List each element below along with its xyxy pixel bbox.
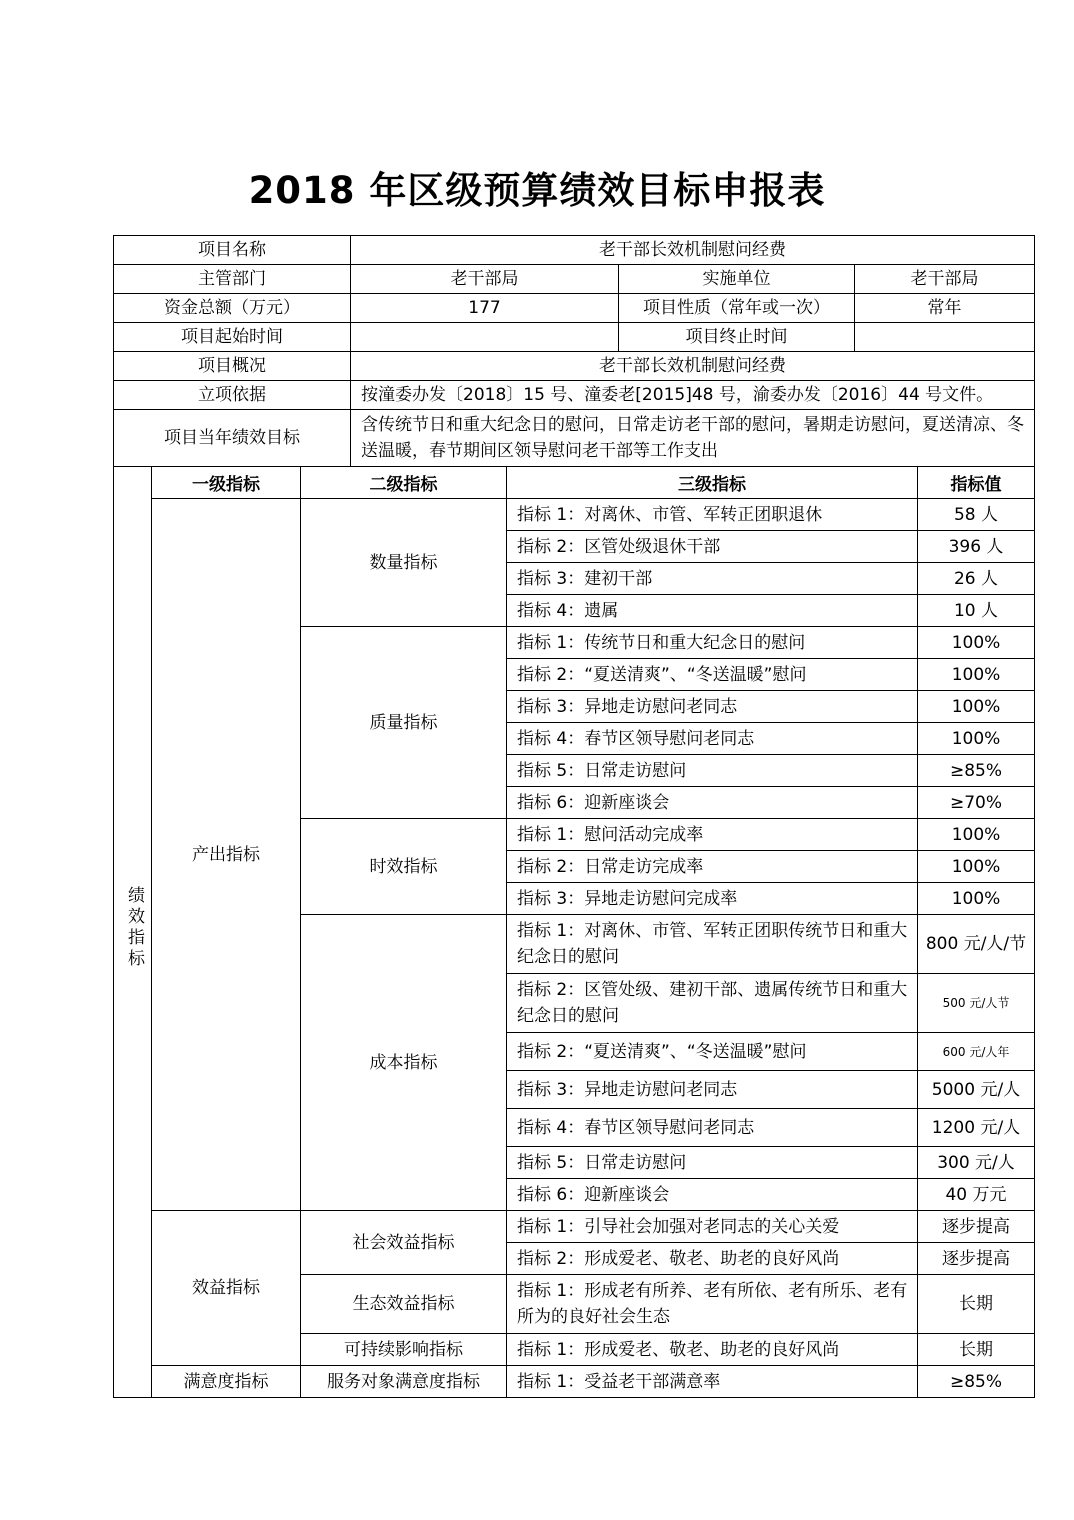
indicator-text: 指标 1：形成爱老、敬老、助老的良好风尚 <box>507 1334 918 1366</box>
indicator-text: 指标 2：区管处级、建初干部、遗属传统节日和重大纪念日的慰问 <box>507 974 918 1033</box>
indicator-value: ≥85% <box>918 755 1035 787</box>
indicator-text: 指标 1：对离休、市管、军转正团职退休 <box>507 499 918 531</box>
overview-value: 老干部长效机制慰问经费 <box>351 352 1035 381</box>
indicator-text: 指标 3：异地走访慰问完成率 <box>507 883 918 915</box>
social-indicator-label: 社会效益指标 <box>301 1211 507 1275</box>
end-time-value <box>855 323 1035 352</box>
indicator-text: 指标 5：日常走访慰问 <box>507 755 918 787</box>
indicator-value: 1200 元/人 <box>918 1109 1035 1147</box>
indicator-text: 指标 1：引导社会加强对老同志的关心关爱 <box>507 1211 918 1243</box>
service-indicator-label: 服务对象满意度指标 <box>301 1366 507 1398</box>
goal-label: 项目当年绩效目标 <box>114 410 351 467</box>
indicator-text: 指标 2：区管处级退休干部 <box>507 531 918 563</box>
table-row <box>114 1211 1035 1243</box>
cost-indicator-label: 成本指标 <box>301 915 507 1211</box>
indicator-text: 指标 2：形成爱老、敬老、助老的良好风尚 <box>507 1243 918 1275</box>
impl-value: 老干部局 <box>855 265 1035 294</box>
indicator-value: ≥70% <box>918 787 1035 819</box>
basis-value: 按潼委办发〔2018〕15 号、潼委老[2015]48 号，渝委办发〔2016〕44 号文件。 <box>351 381 1035 410</box>
quantity-indicator-label: 数量指标 <box>301 499 507 627</box>
indicator-text: 指标 1：受益老干部满意率 <box>507 1366 918 1398</box>
indicator-value: 10 人 <box>918 595 1035 627</box>
indicator-value: 58 人 <box>918 499 1035 531</box>
eco-indicator-label: 生态效益指标 <box>301 1275 507 1334</box>
indicator-text: 指标 4：春节区领导慰问老同志 <box>507 723 918 755</box>
indicator-value: 500 元/人节 <box>918 974 1035 1033</box>
indicator-text: 指标 2：“夏送清爽”、“冬送温暖”慰问 <box>507 1033 918 1071</box>
indicator-text: 指标 1：传统节日和重大纪念日的慰问 <box>507 627 918 659</box>
fund-value: 177 <box>351 294 619 323</box>
indicator-text: 指标 6：迎新座谈会 <box>507 787 918 819</box>
indicator-value: 300 元/人 <box>918 1147 1035 1179</box>
timeliness-indicator-label: 时效指标 <box>301 819 507 915</box>
fund-label: 资金总额（万元） <box>114 294 351 323</box>
table-header-row <box>114 467 1035 499</box>
nature-value: 常年 <box>855 294 1035 323</box>
indicator-value: 逐步提高 <box>918 1243 1035 1275</box>
indicator-value: 长期 <box>918 1334 1035 1366</box>
project-name-value: 老干部长效机制慰问经费 <box>351 236 1035 265</box>
indicator-text: 指标 5：日常走访慰问 <box>507 1147 918 1179</box>
header-level2: 二级指标 <box>301 467 507 499</box>
quality-indicator-label: 质量指标 <box>301 627 507 819</box>
table-row <box>114 352 1035 381</box>
indicator-value: 100% <box>918 659 1035 691</box>
indicator-text: 指标 3：异地走访慰问老同志 <box>507 1071 918 1109</box>
indicator-value: 100% <box>918 819 1035 851</box>
indicator-value: 100% <box>918 723 1035 755</box>
dept-value: 老干部局 <box>351 265 619 294</box>
table-row <box>114 381 1035 410</box>
impl-label: 实施单位 <box>619 265 855 294</box>
overview-label: 项目概况 <box>114 352 351 381</box>
benefit-indicator-label: 效益指标 <box>152 1211 301 1366</box>
indicator-value: 100% <box>918 883 1035 915</box>
dept-label: 主管部门 <box>114 265 351 294</box>
indicator-value: 600 元/人年 <box>918 1033 1035 1071</box>
page-title: 2018 年区级预算绩效目标申报表 <box>248 169 826 212</box>
indicator-value: 5000 元/人 <box>918 1071 1035 1109</box>
goal-value: 含传统节日和重大纪念日的慰问，日常走访老干部的慰问，暑期走访慰问，夏送清凉、冬送温暖，春节期间区领导慰问老干部等工作支出 <box>351 410 1035 467</box>
indicator-text: 指标 1：对离休、市管、军转正团职传统节日和重大纪念日的慰问 <box>507 915 918 974</box>
start-time-value <box>351 323 619 352</box>
header-level3: 三级指标 <box>507 467 918 499</box>
indicator-value: 100% <box>918 627 1035 659</box>
satisfaction-indicator-label: 满意度指标 <box>152 1366 301 1398</box>
table-row <box>114 1366 1035 1398</box>
project-info-table <box>113 235 1035 467</box>
indicator-value: 800 元/人/节 <box>918 915 1035 974</box>
indicator-text: 指标 2：日常走访完成率 <box>507 851 918 883</box>
table-row <box>114 499 1035 531</box>
table-row <box>114 410 1035 467</box>
indicator-value: 100% <box>918 851 1035 883</box>
sustain-indicator-label: 可持续影响指标 <box>301 1334 507 1366</box>
indicator-text: 指标 3：异地走访慰问老同志 <box>507 691 918 723</box>
table-row <box>114 323 1035 352</box>
indicator-value: 396 人 <box>918 531 1035 563</box>
indicator-text: 指标 6：迎新座谈会 <box>507 1179 918 1211</box>
indicator-value: 逐步提高 <box>918 1211 1035 1243</box>
indicator-value: 40 万元 <box>918 1179 1035 1211</box>
indicator-text: 指标 2：“夏送清爽”、“冬送温暖”慰问 <box>507 659 918 691</box>
table-row <box>114 265 1035 294</box>
table-row <box>114 294 1035 323</box>
indicator-text: 指标 1：慰问活动完成率 <box>507 819 918 851</box>
nature-label: 项目性质（常年或一次） <box>619 294 855 323</box>
indicator-value: 100% <box>918 691 1035 723</box>
indicator-value: 长期 <box>918 1275 1035 1334</box>
project-name-label: 项目名称 <box>114 236 351 265</box>
indicator-text: 指标 4：遗属 <box>507 595 918 627</box>
indicator-value: ≥85% <box>918 1366 1035 1398</box>
start-time-label: 项目起始时间 <box>114 323 351 352</box>
header-level1: 一级指标 <box>152 467 301 499</box>
output-indicator-label: 产出指标 <box>152 499 301 1211</box>
perf-side-label: 绩效指标 <box>114 467 152 1398</box>
indicator-text: 指标 1：形成老有所养、老有所依、老有所乐、老有所为的良好社会生态 <box>507 1275 918 1334</box>
indicator-text: 指标 4：春节区领导慰问老同志 <box>507 1109 918 1147</box>
performance-indicator-table <box>113 466 1035 1398</box>
end-time-label: 项目终止时间 <box>619 323 855 352</box>
indicator-text: 指标 3：建初干部 <box>507 563 918 595</box>
basis-label: 立项依据 <box>114 381 351 410</box>
header-value: 指标值 <box>918 467 1035 499</box>
table-row <box>114 236 1035 265</box>
indicator-value: 26 人 <box>918 563 1035 595</box>
